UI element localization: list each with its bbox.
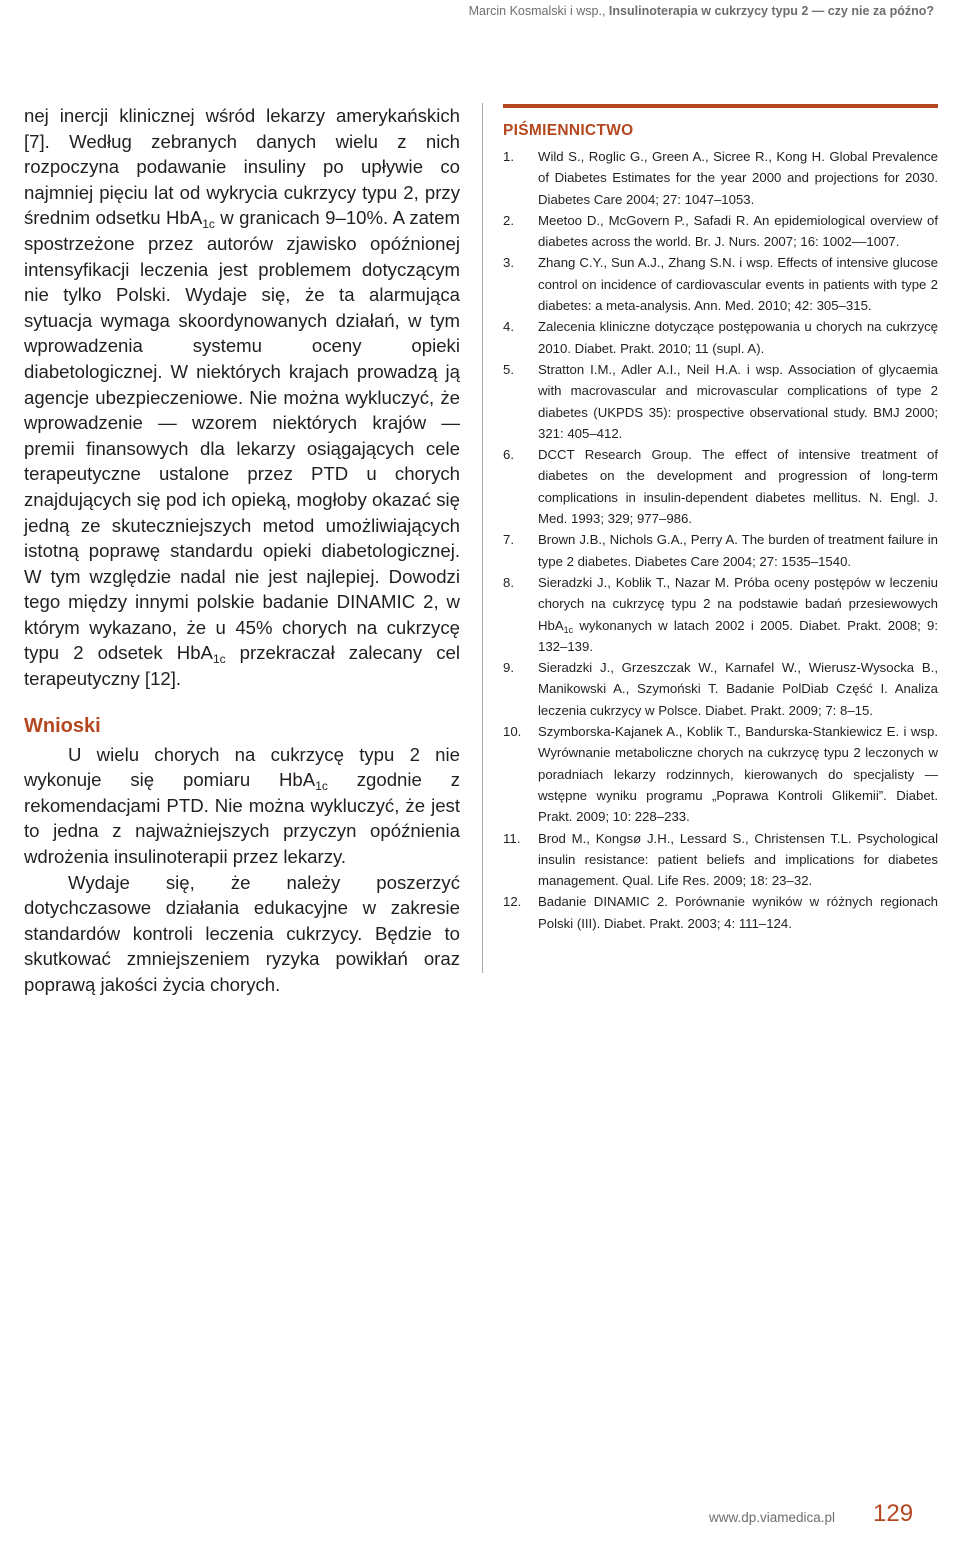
reference-item [503,891,938,934]
footer-url: www.dp.viamedica.pl [709,1510,836,1525]
reference-item [503,721,938,827]
reference-item [503,529,938,572]
conclusion-paragraph-1: U wielu chorych na cukrzycę typu 2 nie wykonuje się pomiaru HbA$_{1c}$ zgodnie z rekomendacjami PTD. Nie można wykluczyć, że jest to jedna z najważniejszych przyczyn opóźnienia wdrożenia insulinoterapii przez lekarzy. [24,743,460,868]
reference-number: 2. [503,212,514,228]
conclusions-heading: Wnioski [24,714,101,737]
header-title: Insulinoterapia w cukrzycy typu 2 — czy nie za późno? [608,4,934,18]
reference-number: 11. [503,830,521,846]
reference-text: Wild S., Roglic G., Green A., Sicree R., Kong H. Global Prevalence of Diabetes Estimates for the year 2000 and projections for 2030. Diabetes Care 2004; 27: 1047–1053. [538,149,938,207]
reference-item [503,359,938,444]
reference-number: 7. [503,532,514,548]
reference-text: Brown J.B., Nichols G.A., Perry A. The burden of treatment failure in type 2 diabetes. Diabetes Care 2004; 27: 1535–1540. [538,532,938,569]
reference-number: 12. [503,894,522,910]
reference-text: Badanie DINAMIC 2. Porównanie wyników w różnych regionach Polski (III). Diabet. Prakt. 2003; 4: 111–124. [538,894,938,931]
reference-number: 5. [503,361,514,377]
references-list [503,146,938,934]
references-heading: PIŚMIENNICTWO [503,122,634,139]
reference-item [503,316,938,359]
reference-item [503,210,938,253]
reference-number: 9. [503,660,514,676]
reference-item [503,252,938,316]
reference-number: 10. [503,724,522,740]
reference-item [503,657,938,721]
reference-item [503,444,938,529]
reference-text: Sieradzki J., Koblik T., Nazar M. Próba oceny postępów w leczeniu chorych na cukrzycę typu 2 na podstawie badań przesiewowych HbA$_{1c}$ wykonanych w latach 2002 i 2005. Diabet. Prakt. 2008; 9: 132–139. [538,574,938,654]
reference-number: 3. [503,255,514,271]
reference-item [503,146,938,210]
reference-text: Zalecenia kliniczne dotyczące postępowania u chorych na cukrzycę 2010. Diabet. Prakt. 2010; 11 (supl. A). [538,319,938,356]
reference-number: 4. [503,319,514,335]
main-text-column [24,103,460,998]
reference-text: Stratton I.M., Adler A.I., Neil H.A. i wsp. Association of glycaemia with macrovascular and microvascular complications of type 2 diabetes (UKPDS 35): prospective observational study. BMJ 2000; 321: 405–412. [538,361,938,441]
reference-text: Sieradzki J., Grzeszczak W., Karnafel W., Wierusz-Wysocka B., Manikowski A., Szymoński T. Badanie PolDiab Część I. Analiza leczenia cukrzycy w Polsce. Diabet. Prakt. 2009; 7: 8–15. [538,660,938,718]
reference-number: 1. [503,149,514,164]
header-authors: Marcin Kosmalski i wsp., [468,4,606,18]
reference-item [503,828,938,892]
references-column [503,104,938,934]
running-header [469,4,934,18]
column-divider [482,103,483,973]
page-number: 129 [873,1500,914,1527]
references-rule [503,104,938,108]
reference-text: Szymborska-Kajanek A., Koblik T., Bandurska-Stankiewicz E. i wsp. Wyrównanie metaboliczne chorych na cukrzycę typu 2 leczonych w poradniach lekarzy rodzinnych, kierowanych do specjalisty — wstępne wyniku programu „Poprawa Kontroli Glikemii”. Diabet. Prakt. 2009; 10: 228–233. [538,724,938,825]
reference-text: Brod M., Kongsø J.H., Lessard S., Christensen T.L. Psychological insulin resistance: patient beliefs and implications for diabetes management. Qual. Life Res. 2009; 18: 23–32. [538,830,938,889]
reference-number: 6. [503,447,514,463]
reference-text: Zhang C.Y., Sun A.J., Zhang S.N. i wsp. Effects of intensive glucose control on incidence of cardiovascular events in patients with type 2 diabetes: a meta-analysis. Ann. Med. 2010; 42: 305–315. [538,255,938,314]
reference-text: DCCT Research Group. The effect of intensive treatment of diabetes on the development and progression of long-term complications in insulin-dependent diabetes mellitus. N. Engl. J. Med. 1993; 329; 977–986. [538,447,938,527]
conclusion-paragraph-2: Wydaje się, że należy poszerzyć dotychczasowe działania edukacyjne w zakresie standardów kontroli leczenia cukrzycy. Będzie to skutkować zmniejszeniem ryzyka powikłań oraz poprawą jakości życia chorych. [24,871,460,995]
reference-item [503,572,938,657]
reference-text: Meetoo D., McGovern P., Safadi R. An epidemiological overview of diabetes across the world. Br. J. Nurs. 2007; 16: 1002––1007. [538,212,938,250]
body-paragraph: nej inercji klinicznej wśród lekarzy amerykańskich [7]. Według zebranych danych wielu z nich rozpoczyna podawanie insuliny po upływie co najmniej pięciu lat od wykrycia cukrzycy typu 2, przy średnim odsetku HbA$_{1c}$ w granicach 9–10%. A zatem spostrzeżone przez autorów zjawisko opóźnionej intensyfikacji leczenia jest problemem dotyczącym nie tylko Polski. Wydaje się, że ta alarmująca sytuacja wymaga skoordynowanych działań, w tym wprowadzenia systemu oceny opieki diabetologicznej. W niektórych krajach prowadzą ją agencje ubezpieczeniowe. Nie można wykluczyć, że wprowadzenie — wzorem niektórych krajów — premii finansowych dla lekarzy osiągających cele terapeutyczne ustalone przez PTD u chorych znajdujących się pod ich opieką, mogłoby okazać się jedną ze skuteczniejszych metod umożliwiających istotną poprawę standardu opieki diabetologicznej. W tym względzie nadal nie jest najlepiej. Dowodzi tego między innymi polskie badanie DINAMIC 2, w którym wykazano, że u 45% chorych na cukrzycę typu 2 odsetek HbA$_{1c}$ przekraczał zalecany cel terapeutyczny [12]. [24,105,460,690]
reference-number: 8. [503,574,514,590]
